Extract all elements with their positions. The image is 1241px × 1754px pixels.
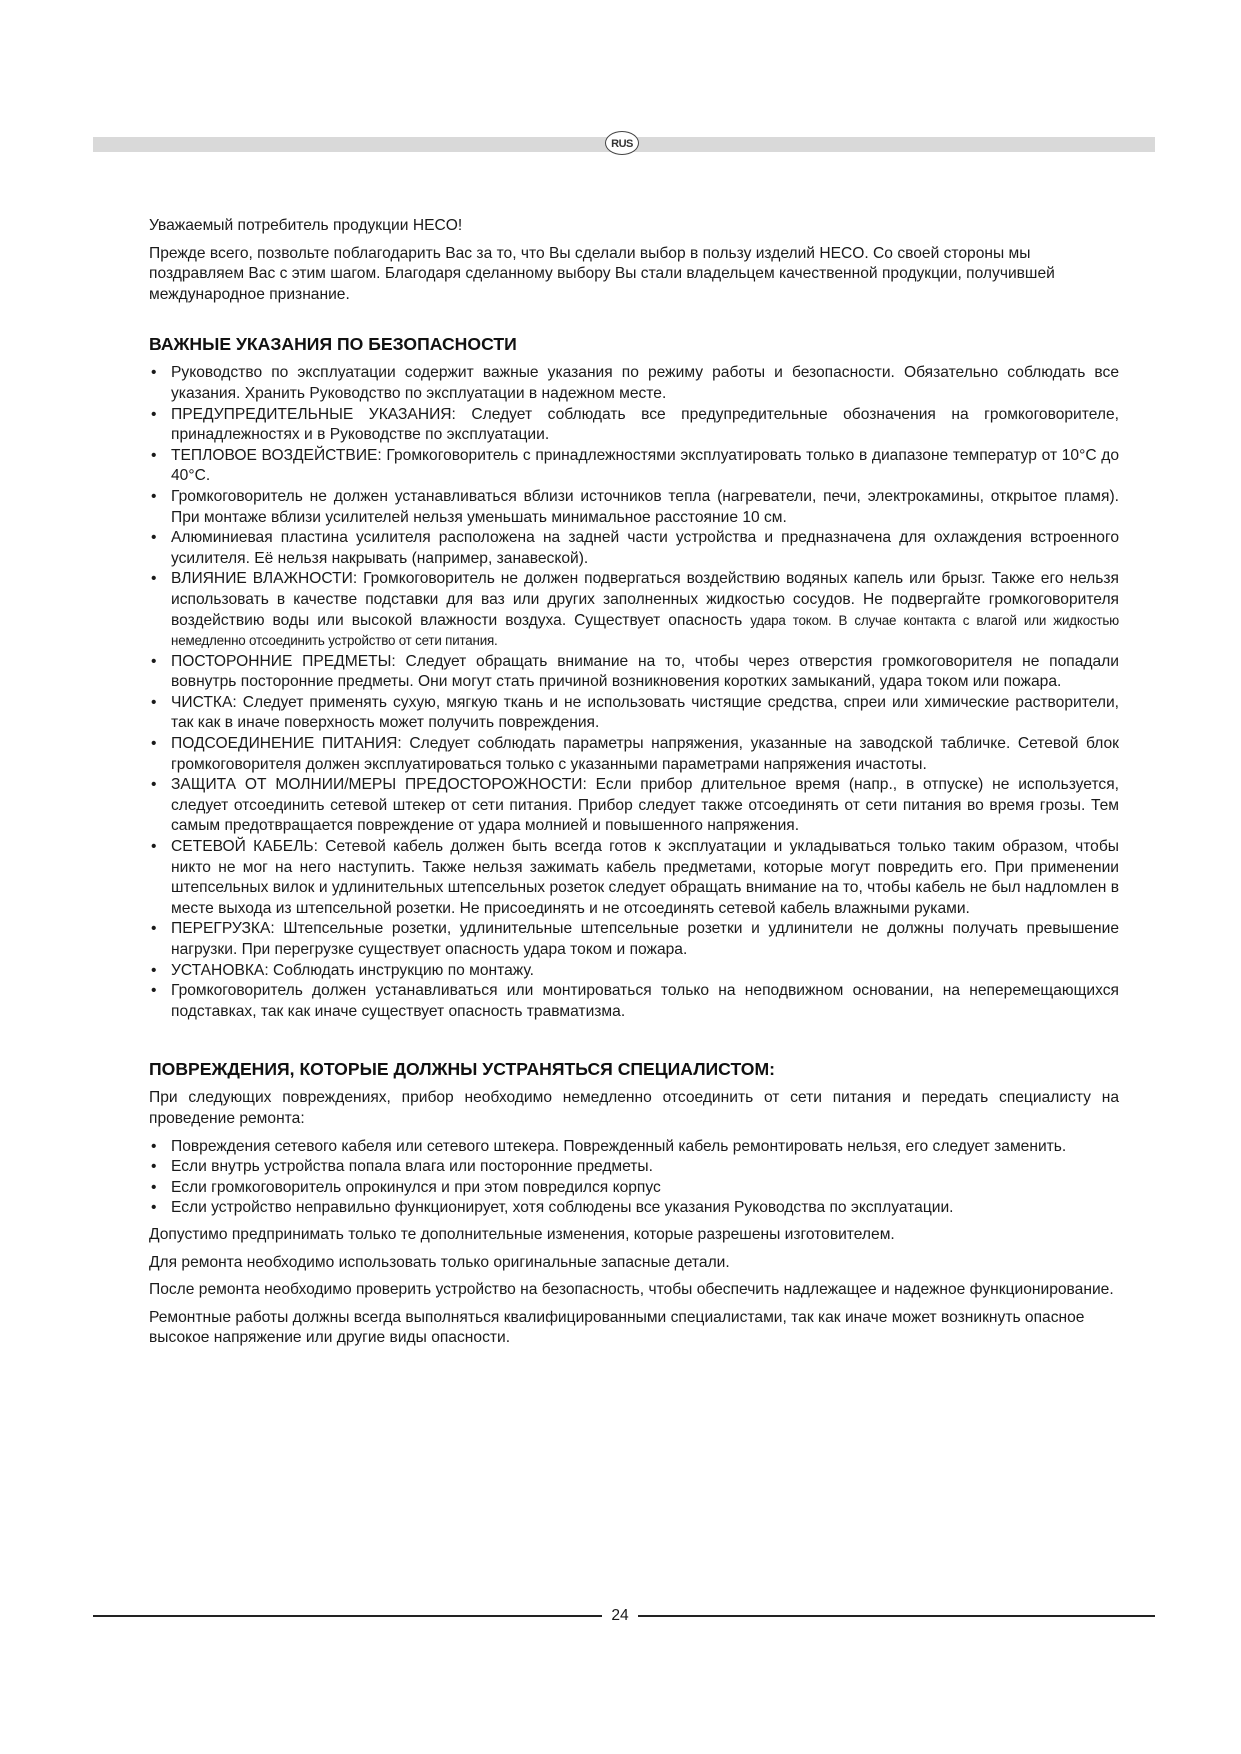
page-content (149, 216, 1119, 1356)
damage-paragraph: Ремонтные работы должны всегда выполняться квалифицированными специалистами, так как иначе может возникнуть опасное высокое напряжение или другие виды опасности. (149, 1308, 1085, 1347)
safety-heading: ВАЖНЫЕ УКАЗАНИЯ ПО БЕЗОПАСНОСТИ (149, 334, 517, 355)
humidity-tail: удара током. В случае контакта с влагой или жидкостью немедленно отсоединить устройство от сети питания. (171, 612, 1120, 649)
footer-rule-right (638, 1615, 1155, 1617)
damage-paragraph: Для ремонта необходимо использовать только оригинальные запасные детали. (149, 1253, 730, 1271)
safety-item: • СЕТЕВОЙ КАБЕЛЬ: Сетевой кабель должен быть всегда готов к эксплуатации и укладываться только таким образом, чтобы никто не мог на него наступить. Также нельзя зажимать кабель предметами, которые могут повредить его. При применении штепсельных вилок и удлинительных штепсельных розеток следует обращать внимание на то, чтобы кабель не был надломлен в месте выхода из штепсельной розетки. Не присоединять и не отсоединять сетевой кабель влажными руками. (149, 837, 1119, 919)
safety-item: • Громкоговоритель не должен устанавливаться вблизи источников тепла (нагреватели, печи, электрокамины, открытое пламя). При монтаже вблизи усилителей нельзя уменьшать минимальное расстояние 10 см. (149, 487, 1119, 528)
safety-item: • ЗАЩИТА ОТ МОЛНИИ/МЕРЫ ПРЕДОСТОРОЖНОСТИ: Если прибор длительное время (напр., в отпуске) не используется, следует отсоединить сетевой штекер от сети питания. Прибор следует также отсоединять от сети питания во время грозы. Тем самым предотвращается повреждение от удара молнией и повышенного напряжения. (149, 775, 1119, 837)
damage-item: • Если внутрь устройства попала влага или посторонние предметы. (149, 1157, 1119, 1178)
safety-item: • ЧИСТКА: Следует применять сухую, мягкую ткань и не использовать чистящие средства, спреи или химические растворители, так как в иначе поверхность может получить повреждения. (149, 693, 1119, 734)
damage-item: • Повреждения сетевого кабеля или сетевого штекера. Поврежденный кабель ремонтировать нельзя, его следует заменить. (149, 1137, 1119, 1158)
humidity-text: ВЛИЯНИЕ ВЛАЖНОСТИ: Громкоговоритель не должен подвергаться воздействию водяных капель или брызг. Также его нельзя использовать в качестве подставки для ваз или других заполненных жидкостью сосудов. Не подвергайте громкоговорителя воздействию воды или высокой влажности воздуха. Существует опасность (171, 570, 1119, 629)
language-badge: RUS (605, 131, 639, 155)
damage-paragraph: После ремонта необходимо проверить устройство на безопасность, чтобы обеспечить надлежащее и надежное функционирование. (149, 1281, 1114, 1299)
footer-rule-left (93, 1615, 602, 1617)
damage-heading: ПОВРЕЖДЕНИЯ, КОТОРЫЕ ДОЛЖНЫ УСТРАНЯТЬСЯ СПЕЦИАЛИСТОМ: (149, 1059, 775, 1080)
intro-paragraph: Прежде всего, позвольте поблагодарить Вас за то, что Вы сделали выбор в пользу изделий HECO. Со своей стороны мы поздравляем Вас с этим шагом. Благодаря сделанному выбору Вы стали владельцем качественной продукции, получившей международное признание. (149, 244, 1055, 303)
damage-list (149, 1137, 1119, 1219)
damage-intro: При следующих повреждениях, прибор необходимо немедленно отсоединить от сети питания и передать специалисту на проведение ремонта: (149, 1089, 1119, 1127)
damage-item: • Если громкоговоритель опрокинулся и при этом повредился корпус (149, 1178, 1119, 1199)
safety-item: • УСТАНОВКА: Соблюдать инструкцию по монтажу. (149, 961, 1119, 982)
damage-paragraph: Допустимо предпринимать только те дополнительные изменения, которые разрешены изготовителем. (149, 1225, 895, 1243)
safety-list (149, 363, 1119, 1022)
greeting: Уважаемый потребитель продукции HECO! (149, 217, 463, 234)
safety-item: • Громкоговоритель должен устанавливаться или монтироваться только на неподвижном основании, на неперемещающихся подставках, так как иначе существует опасность травматизма. (149, 981, 1119, 1022)
safety-item: • ПОДСОЕДИНЕНИЕ ПИТАНИЯ: Следует соблюдать параметры напряжения, указанные на заводской табличке. Сетевой блок громкоговорителя должен эксплуатироваться только с указанными параметрами напряжения ичастоты. (149, 734, 1119, 775)
safety-item: • ПРЕДУПРЕДИТЕЛЬНЫЕ УКАЗАНИЯ: Следует соблюдать все предупредительные обозначения на громкоговорителе, принадлежностях и в Руководстве по эксплуатации. (149, 405, 1119, 446)
safety-item: • ПОСТОРОННИЕ ПРЕДМЕТЫ: Следует обращать внимание на то, чтобы через отверстия громкоговорителя не попадали вовнутрь посторонние предметы. Они могут стать причиной возникновения коротких замыканий, удара током или пожара. (149, 652, 1119, 693)
safety-item: • ПЕРЕГРУЗКА: Штепсельные розетки, удлинительные штепсельные розетки и удлинители не должны получать превышение нагрузки. При перегрузке существует опасность удара током и пожара. (149, 919, 1119, 960)
safety-item: • Руководство по эксплуатации содержит важные указания по режиму работы и безопасности. Обязательно соблюдать все указания. Хранить Руководство по эксплуатации в надежном месте. (149, 363, 1119, 404)
page-number: 24 (611, 1607, 629, 1624)
safety-item: • Алюминиевая пластина усилителя расположена на задней части устройства и предназначена для охлаждения встроенного усилителя. Её нельзя накрывать (например, занавеской). (149, 528, 1119, 569)
safety-item: • ТЕПЛОВОЕ ВОЗДЕЙСТВИЕ: Громкоговоритель с принадлежностями эксплуатировать только в диапазоне температур от 10°C до 40°C. (149, 446, 1119, 487)
safety-item-humidity (149, 569, 1119, 651)
damage-item: • Если устройство неправильно функционирует, хотя соблюдены все указания Руководства по эксплуатации. (149, 1198, 1119, 1219)
